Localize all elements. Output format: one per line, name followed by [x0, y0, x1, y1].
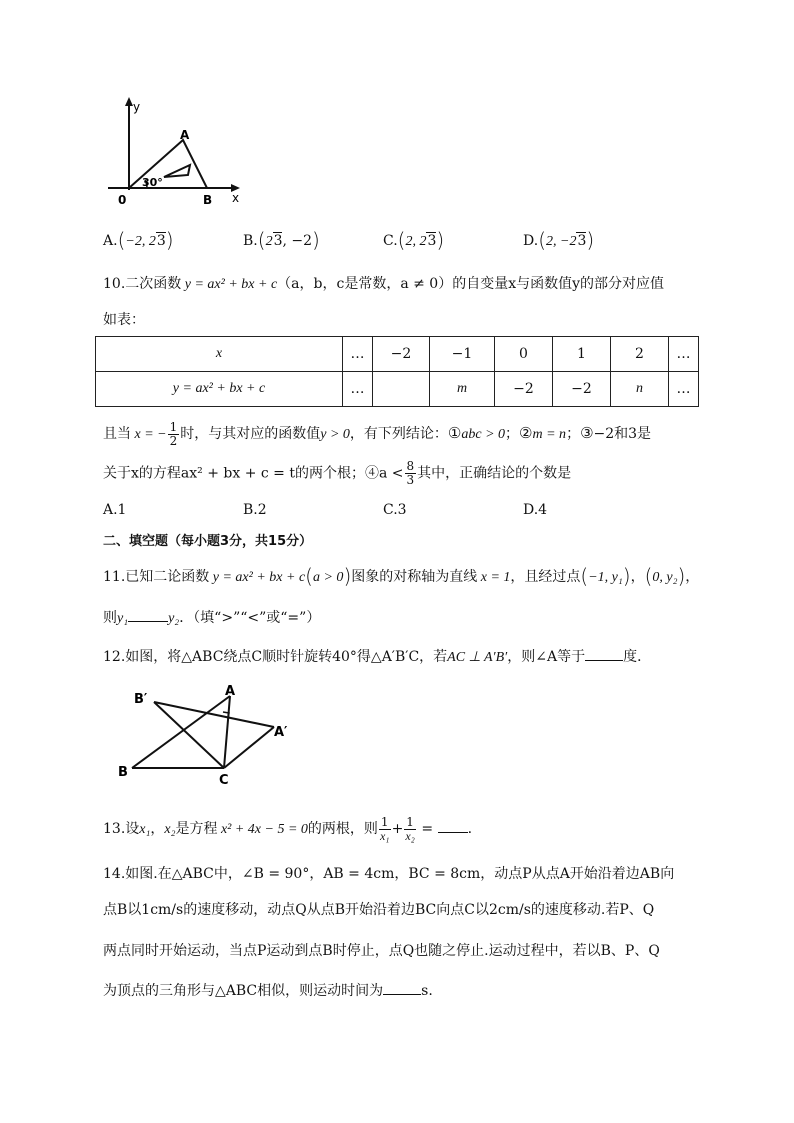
- table-header-x: x: [96, 337, 343, 372]
- label-a: A: [225, 684, 236, 699]
- table-row-x: [96, 337, 699, 372]
- table-header-y: y = ax² + bx + c: [96, 372, 343, 407]
- table-cell: m: [430, 372, 495, 407]
- q11-line2: 则y₁ y₂．（填“>”“<”或“=”）: [103, 607, 320, 629]
- seg-ac: [224, 696, 230, 768]
- table-cell: −2: [553, 372, 611, 407]
- q10-option-c[interactable]: C.3: [383, 502, 407, 518]
- table-cell: −1: [430, 337, 495, 372]
- table-cell: 0: [495, 337, 553, 372]
- table-cell: −2: [373, 337, 430, 372]
- q9-option-d[interactable]: D.(2, −23): [523, 228, 595, 252]
- q12-text: 12.如图，将△ABC绕点C顺时针旋转40°得△A′B′C，若AC ⊥ A′B′，则∠A等于 度．: [103, 646, 651, 668]
- q14-answer-blank[interactable]: [383, 980, 421, 995]
- table-cell: [373, 372, 430, 407]
- section-title: 二、填空题（每小题3分，共15分）: [103, 534, 313, 549]
- q12-answer-blank[interactable]: [585, 646, 623, 661]
- value-table: [95, 336, 699, 407]
- q10-stem-2: 如表：: [103, 312, 145, 328]
- label-b-prime: B′: [134, 692, 148, 707]
- table-row-y: [96, 372, 699, 407]
- table-cell: n: [611, 372, 669, 407]
- seg-bpc: [154, 702, 224, 768]
- table-cell: …: [343, 372, 373, 407]
- seg-apc: [224, 727, 274, 768]
- table-cell: 2: [611, 337, 669, 372]
- table-cell: −2: [495, 372, 553, 407]
- axis-x-label: x: [232, 191, 240, 205]
- origin-label: 0: [118, 193, 127, 207]
- q11-line1: 11.已知二论函数 y = ax² + bx + c(a > 0)图象的对称轴为直线 x = 1，且经过点(−1, y₁)，(0, y₂)，: [103, 564, 700, 588]
- q10-option-a[interactable]: A.1: [103, 502, 127, 518]
- angle-label: 30°: [142, 176, 163, 189]
- seg-bpap: [154, 702, 274, 727]
- q10-stem: 10.二次函数 y = ax² + bx + c（a，b，c是常数，a ≠ 0）的自变量x与函数值y的部分对应值: [103, 276, 665, 292]
- q12-figure: [112, 680, 302, 790]
- q14-line2: 点B以1cm/s的速度移动，动点Q从点B开始沿着边BC向点C以2cm/s的速度移动.若P、Q: [103, 902, 655, 918]
- q9-figure: [100, 95, 250, 210]
- q14-line3: 两点同时开始运动，当点P运动到点B时停止，点Q也随之停止.运动过程中，若以B、P、Q: [103, 943, 660, 959]
- point-b-label: B: [203, 193, 213, 207]
- y-arrow: [125, 97, 133, 106]
- q10-condition-2: 关于x的方程ax² + bx + c = t的两个根；④a < $\frac{8}{3}$ 其中，正确结论的个数是: [103, 459, 572, 487]
- table-cell: …: [669, 337, 699, 372]
- point-a-label: A: [180, 128, 190, 142]
- inner-triangle: [164, 165, 190, 177]
- q10-option-b[interactable]: B.2: [243, 502, 267, 518]
- q9-option-b[interactable]: B.(23, −2): [243, 228, 320, 252]
- table-cell: …: [669, 372, 699, 407]
- q9-option-a[interactable]: A.(−2, 23): [103, 228, 174, 252]
- triangle-oab: [129, 140, 207, 188]
- label-c: C: [219, 773, 229, 788]
- q9-option-a-value: −2, 2: [125, 234, 156, 249]
- q11-answer-blank[interactable]: [128, 607, 168, 622]
- label-b: B: [118, 765, 128, 780]
- q14-line4: 为顶点的三角形与△ABC相似，则运动时间为 s.: [103, 980, 433, 1001]
- q13-answer-blank[interactable]: [438, 818, 468, 833]
- q9-option-c[interactable]: C.(2, 23): [383, 228, 445, 252]
- q13-text: 13.设x₁，x₂是方程 x² + 4x − 5 = 0的两根，则 $\frac{1}{\text{x₁}}$ + $\frac{1}{\text{x₂}}$ = .: [103, 814, 473, 843]
- q10-condition: 且当 x = − $\frac{1}{2}$ 时，与其对应的函数值y > 0，有下列结论：①abc > 0；②m = n；③−2和3是: [103, 419, 652, 448]
- label-a-prime: A′: [274, 725, 288, 740]
- q10-option-d[interactable]: D.4: [523, 502, 548, 518]
- axis-y-label: y: [133, 100, 141, 114]
- table-cell: 1: [553, 337, 611, 372]
- q14-line1: 14.如图.在△ABC中，∠B = 90°，AB = 4cm，BC = 8cm，动点P从点A开始沿着边AB向: [103, 866, 675, 882]
- table-cell: …: [343, 337, 373, 372]
